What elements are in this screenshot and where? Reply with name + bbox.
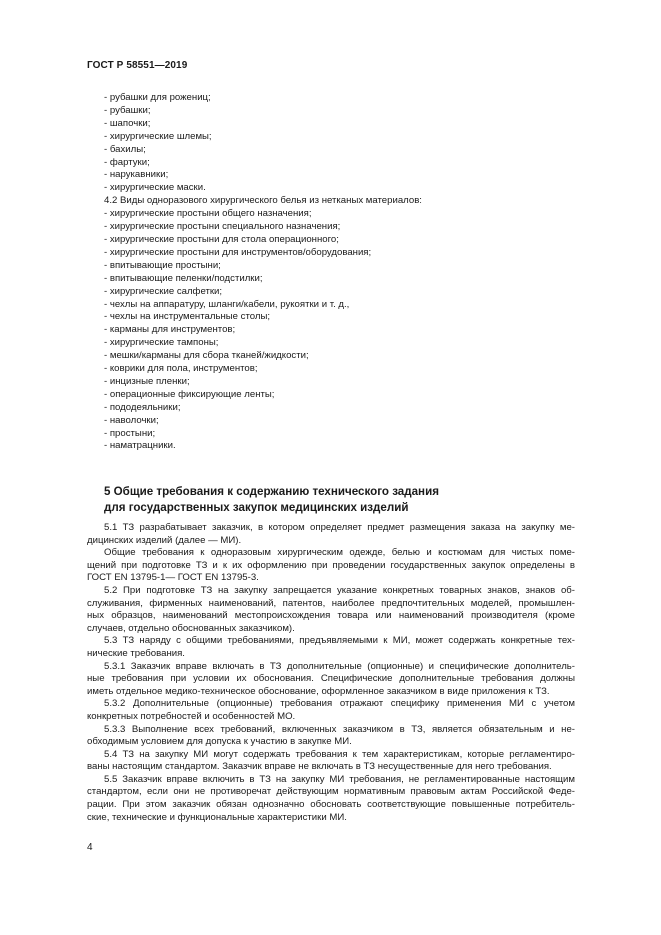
- list-item: - чехлы на инструментальные столы;: [104, 311, 271, 323]
- list-item: - бахилы;: [104, 143, 146, 155]
- list-item: - хирургические простыни для инструментов/оборудования;: [104, 246, 372, 258]
- section-5-title-line: для государственных закупок медицинских изделий: [104, 500, 409, 514]
- list-item: - наматрацники.: [104, 440, 176, 452]
- list-item: - хирургические салфетки;: [104, 285, 223, 297]
- paragraph-line: 5.3.1 Заказчик вправе включать в ТЗ дополнительные (опционные) и специфические дополнитель-: [104, 660, 575, 672]
- item-list: [104, 92, 422, 453]
- paragraph-line: иметь отдельное медико-техническое обоснование, оформленное заказчиком в виде приложения к ТЗ.: [87, 685, 550, 697]
- list-item: - пододеяльники;: [104, 401, 181, 413]
- list-item: - коврики для пола, инструментов;: [104, 363, 258, 375]
- paragraph-line: стандартом, если они не противоречат действующим нормативным правовым актам Российской Феде-: [87, 786, 575, 798]
- paragraph-line: Общие требования к одноразовым хирургическим одежде, белью и костюмам для чистых поме-: [104, 547, 575, 559]
- paragraph-line: служивания, фирменных наименований, патентов, наиболее предпочтительных моделей, промышлен-: [87, 597, 575, 609]
- paragraph-line: конкретных потребностей и особенностей МО.: [87, 710, 296, 722]
- paragraph-line: 5.3 ТЗ наряду с общими требованиями, предъявляемыми к МИ, может содержать конкретные тех-: [104, 635, 575, 647]
- list-item: - карманы для инструментов;: [104, 324, 236, 336]
- list-item: - инцизные пленки;: [104, 375, 190, 387]
- section-5-heading: [104, 484, 604, 515]
- list-item: - хирургические простыни специального назначения;: [104, 221, 341, 233]
- list-item: - операционные фиксирующие ленты;: [104, 388, 275, 400]
- paragraph-line: ных образцов, наименований местопроисхождения товара или наименований производителя (кроме: [87, 610, 575, 622]
- paragraph-line: 5.3.3 Выполнение всех требований, включенных заказчиком в ТЗ, является обязательным и не-: [104, 723, 575, 735]
- paragraph-line: случаев, отдельно обоснованных заказчиком).: [87, 622, 295, 634]
- paragraph-p5-3-3: [87, 724, 575, 749]
- subsection-4-2-intro: 4.2 Виды одноразового хирургического белья из нетканых материалов:: [104, 195, 422, 207]
- list-item: - наволочки;: [104, 414, 159, 426]
- list-item: - впитывающие пеленки/подстилки;: [104, 272, 263, 284]
- paragraph-p5-5: [87, 774, 575, 824]
- list-item: - фартуки;: [104, 156, 150, 168]
- paragraph-p5-1b: [87, 547, 575, 585]
- paragraph-line: 5.1 ТЗ разрабатывает заказчик, в котором определяет предмет размещения заказа на закупку ме-: [104, 522, 575, 533]
- list-item: - рубашки для рожениц;: [104, 92, 211, 103]
- paragraph-line: рации. При этом заказчик обязан однозначно обосновать соответствующие повышенные потребитель-: [87, 799, 575, 811]
- paragraph-p5-3: [87, 635, 575, 660]
- paragraph-line: ные требования при условии их обоснования. Специфические дополнительные требования должны: [87, 673, 575, 685]
- paragraph-line: 5.3.2 Дополнительные (опционные) требования отражают специфику применения МИ с учетом: [104, 698, 575, 710]
- paragraph-line: ваны настоящим стандартом. Заказчик вправе не включать в ТЗ несущественные для него требования.: [87, 761, 552, 773]
- paragraph-p5-3-2: [87, 698, 575, 723]
- document-header: ГОСТ Р 58551—2019: [87, 60, 188, 71]
- list-item: - хирургические шлемы;: [104, 130, 212, 142]
- list-item: - шапочки;: [104, 117, 151, 129]
- paragraph-p5-3-1: [87, 661, 575, 699]
- paragraph-p5-4: [87, 749, 575, 774]
- paragraph-line: ские, технические и функциональные характеристики МИ.: [87, 811, 347, 823]
- section-5-body: [87, 522, 575, 824]
- paragraph-line: обходимым условием для допуска к участию в закупке МИ.: [87, 736, 352, 748]
- paragraph-line: нические требования.: [87, 647, 185, 659]
- list-item: - хирургические простыни для стола операционного;: [104, 233, 339, 245]
- section-5-title-line: 5 Общие требования к содержанию технического задания: [104, 485, 439, 498]
- list-item: - хирургические тампоны;: [104, 337, 219, 349]
- list-item: - мешки/карманы для сбора тканей/жидкости;: [104, 350, 309, 362]
- list-item: - нарукавники;: [104, 169, 169, 181]
- list-item: - хирургические маски.: [104, 182, 206, 194]
- paragraph-line: дицинских изделий (далее — МИ).: [87, 534, 242, 546]
- list-item: - простыни;: [104, 427, 156, 439]
- paragraph-line: 5.2 При подготовке ТЗ на закупку запрещается указание конкретных товарных знаков, знаков об-: [104, 584, 575, 596]
- list-item: - впитывающие простыни;: [104, 259, 221, 271]
- list-item: - чехлы на аппаратуру, шланги/кабели, рукоятки и т. д.,: [104, 298, 350, 310]
- paragraph-line: щений при подготовке ТЗ и к их оформлению при проведении государственных закупок определены в: [87, 559, 575, 571]
- paragraph-line: 5.4 ТЗ на закупку МИ могут содержать требования к тем характеристикам, которые регламентиро-: [104, 748, 575, 760]
- list-item: - рубашки;: [104, 104, 151, 116]
- paragraph-p5-2: [87, 585, 575, 635]
- paragraph-line: 5.5 Заказчик вправе включить в ТЗ на закупку МИ требования, не регламентированные настоящим: [104, 773, 575, 785]
- list-item: - хирургические простыни общего назначения;: [104, 208, 312, 220]
- paragraph-p5-1: [87, 522, 575, 547]
- page-number: 4: [87, 842, 93, 853]
- paragraph-line: ГОСТ EN 13795-1— ГОСТ EN 13795-3.: [87, 572, 259, 584]
